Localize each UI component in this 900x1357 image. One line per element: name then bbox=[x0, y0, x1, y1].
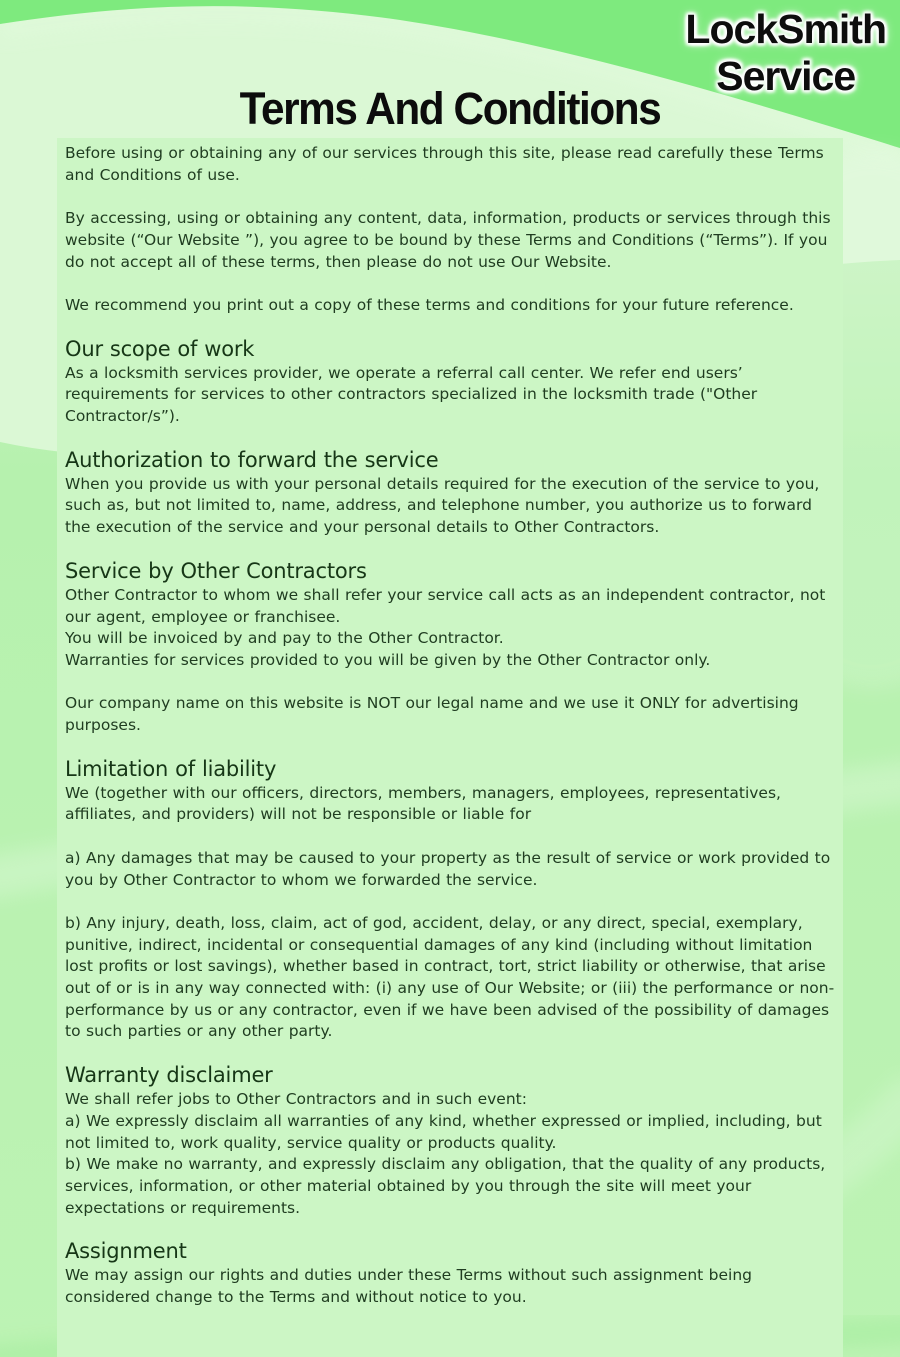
section-heading: Service by Other Contractors bbox=[65, 558, 367, 583]
section-warranty-disclaimer bbox=[65, 1063, 835, 1219]
paragraph: a) We expressly disclaim all warranties of any kind, whether expressed or implied, including, but not limited to, work quality, service quality or products quality. bbox=[65, 1111, 822, 1152]
section-heading: Authorization to forward the service bbox=[65, 447, 439, 472]
section-assignment bbox=[65, 1239, 835, 1308]
section-heading: Warranty disclaimer bbox=[65, 1063, 273, 1088]
paragraph: b) Any injury, death, loss, claim, act of god, accident, delay, or any direct, special, exemplary, punitive, indirect, incidental or consequential damages of any kind (including without limitation lost profits or lost savings), whether based in contract, tort, strict liability or otherwise, that arise out of or is in any way connected with: (i) any use of Our Website; or (iii) the performance or non-performance by us or any contractor, even if we have been advised of the possibility of damages to such parties or any other party. bbox=[65, 913, 835, 1041]
section-scope-of-work bbox=[65, 337, 835, 428]
section-heading: Assignment bbox=[65, 1239, 187, 1264]
paragraph: Other Contractor to whom we shall refer your service call acts as an independent contractor, not our agent, employee or franchisee. bbox=[65, 585, 826, 626]
section-intro bbox=[65, 143, 835, 317]
section-heading: Limitation of liability bbox=[65, 756, 277, 781]
paragraph: We may assign our rights and duties under these Terms without such assignment being considered change to the Terms and without notice to you. bbox=[65, 1266, 752, 1307]
paragraph: Our company name on this website is NOT our legal name and we use it ONLY for advertising purposes. bbox=[65, 694, 799, 735]
page-title: Terms And Conditions bbox=[239, 83, 661, 134]
terms-content bbox=[65, 143, 835, 1309]
section-limitation-of-liability bbox=[65, 757, 835, 1043]
paragraph: By accessing, using or obtaining any content, data, information, products or services through this website (“Our Website ”), you agree to be bound by these Terms and Conditions (“Terms”). If you do not accept all of these terms, then please do not use Our Website. bbox=[65, 209, 831, 271]
logo-line-2: Service bbox=[716, 53, 856, 99]
section-other-contractors bbox=[65, 559, 835, 737]
paragraph: a) Any damages that may be caused to your property as the result of service or work provided to you by Other Contractor to whom we forwarded the service. bbox=[65, 848, 831, 889]
paragraph: We (together with our officers, directors, members, managers, employees, representatives, affiliates, and providers) will not be responsible or liable for bbox=[65, 783, 781, 824]
section-authorization bbox=[65, 448, 835, 539]
paragraph: Warranties for services provided to you will be given by the Other Contractor only. bbox=[65, 650, 711, 669]
paragraph: As a locksmith services provider, we operate a referral call center. We refer end users’ requirements for services to other contractors specialized in the locksmith trade ("Other Contractor/s”). bbox=[65, 363, 758, 425]
section-heading: Our scope of work bbox=[65, 336, 255, 361]
paragraph: Before using or obtaining any of our services through this site, please read carefully these Terms and Conditions of use. bbox=[65, 144, 824, 184]
paragraph: We recommend you print out a copy of these terms and conditions for your future reference. bbox=[65, 295, 794, 314]
content-panel bbox=[57, 138, 843, 1357]
logo-line-1: LockSmith bbox=[685, 6, 886, 52]
paragraph: We shall refer jobs to Other Contractors and in such event: bbox=[65, 1090, 527, 1109]
paragraph: b) We make no warranty, and expressly disclaim any obligation, that the quality of any products, services, information, or other material obtained by you through the site will meet your expectations or requirements. bbox=[65, 1155, 826, 1217]
paragraph: When you provide us with your personal details required for the execution of the service to you, such as, but not limited to, name, address, and telephone number, you authorize us to forward the execution of the service and your personal details to Other Contractors. bbox=[65, 474, 820, 537]
paragraph: You will be invoiced by and pay to the Other Contractor. bbox=[65, 629, 504, 648]
